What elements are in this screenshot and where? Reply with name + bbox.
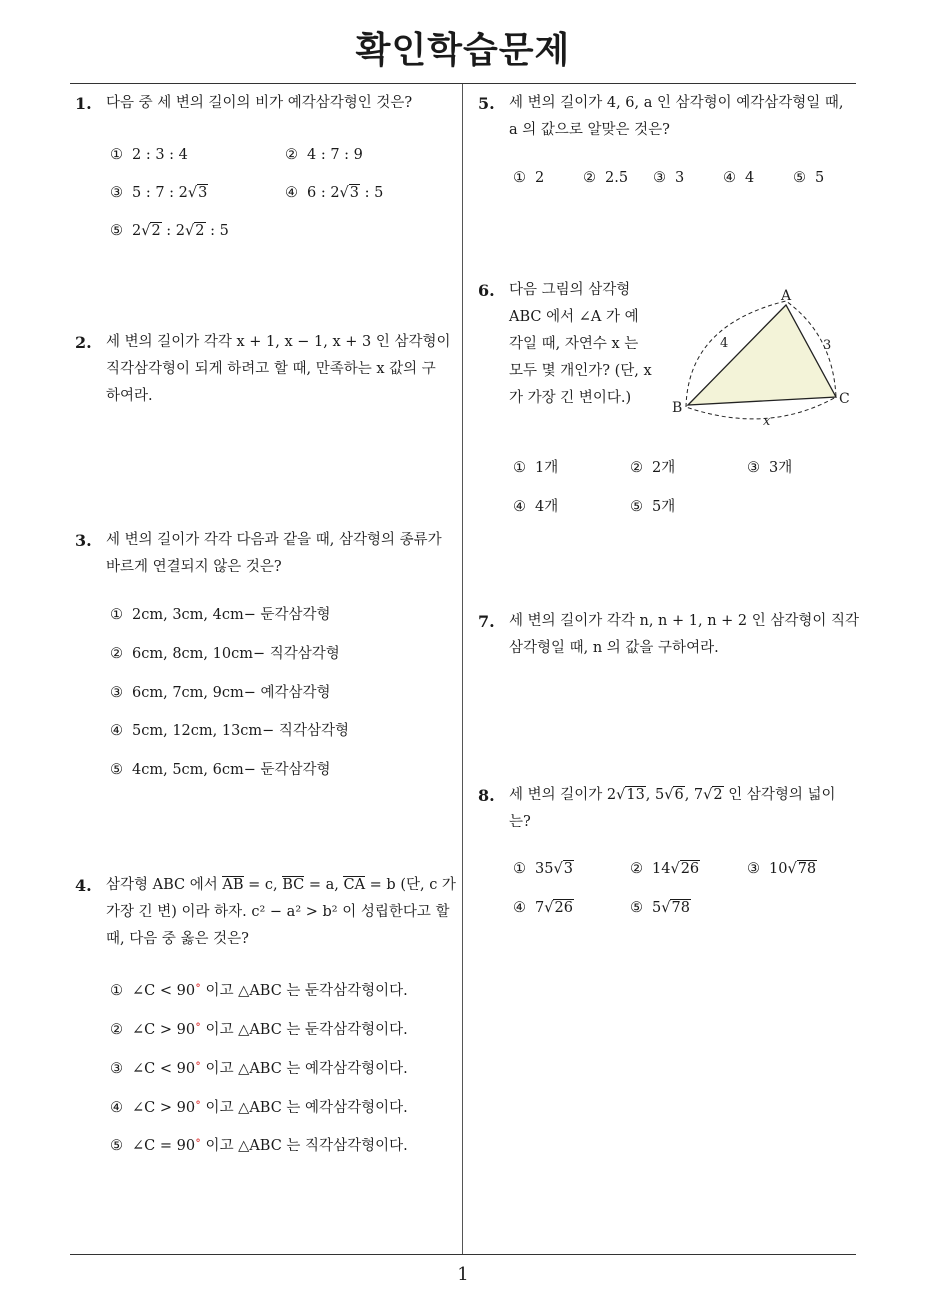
choice-5[interactable]: ⑤ 5 xyxy=(793,170,825,186)
choice-3[interactable]: ③ 3개 xyxy=(747,460,793,476)
choice-2[interactable]: ② 4 : 7 : 9 xyxy=(285,147,363,163)
choice-3[interactable]: ③ 10√78 xyxy=(747,861,817,877)
question-8 xyxy=(478,782,863,922)
question-6 xyxy=(478,277,863,527)
choice-4[interactable]: ④ ∠C > 90∘ 이고 △ABC 는 예각삼각형이다. xyxy=(110,1095,408,1116)
side-label-ab: 4 xyxy=(720,336,729,351)
top-rule xyxy=(70,83,856,84)
question-text-line: 하여라. xyxy=(106,388,153,404)
question-text-line: 때, 다음 중 옳은 것은? xyxy=(106,931,249,947)
choice-5[interactable]: ⑤ 4cm, 5cm, 6cm− 둔각삼각형 xyxy=(110,762,331,778)
choice-4[interactable]: ④ 4 xyxy=(723,170,755,186)
question-2 xyxy=(75,329,460,419)
side-label-ac: 3 xyxy=(823,338,832,353)
question-text-line: 바르게 연결되지 않은 것은? xyxy=(106,559,282,575)
choice-1[interactable]: ① 2cm, 3cm, 4cm− 둔각삼각형 xyxy=(110,607,331,623)
choice-5[interactable]: ⑤ 5개 xyxy=(630,499,676,515)
degree-symbol: ∘ xyxy=(195,1017,201,1031)
choice-2[interactable]: ② 2.5 xyxy=(583,170,629,186)
choice-2[interactable]: ② 14√26 xyxy=(630,861,700,877)
degree-symbol: ∘ xyxy=(195,1133,201,1147)
question-number: 6. xyxy=(478,281,495,300)
degree-symbol: ∘ xyxy=(195,978,201,992)
question-text-line: 세 변의 길이가 4, 6, a 인 삼각형이 예각삼각형일 때, xyxy=(509,95,844,111)
question-text-line: 모두 몇 개인가? (단, x xyxy=(509,363,652,379)
triangle-abc xyxy=(688,305,836,405)
vertex-label-a: A xyxy=(781,288,792,304)
question-number: 2. xyxy=(75,333,92,352)
choice-4[interactable]: ④ 7√26 xyxy=(513,900,573,916)
question-number: 1. xyxy=(75,94,92,113)
question-text-line: 삼각형 ABC 에서 AB = c, BC = a, CA = b (단, c 가 xyxy=(106,877,456,893)
question-text-line: ABC 에서 ∠A 가 예 xyxy=(509,309,639,325)
page-title: 확인학습문제 xyxy=(355,30,571,71)
question-text-line: 는? xyxy=(509,814,531,830)
choice-3[interactable]: ③ 6cm, 7cm, 9cm− 예각삼각형 xyxy=(110,685,331,701)
degree-symbol: ∘ xyxy=(195,1095,201,1109)
question-3 xyxy=(75,527,460,787)
choice-5[interactable]: ⑤ 5√78 xyxy=(630,900,690,916)
choice-4[interactable]: ④ 6 : 2√3 : 5 xyxy=(285,185,384,201)
page-number: 1 xyxy=(457,1264,469,1285)
question-text-line: 다음 그림의 삼각형 xyxy=(509,282,631,298)
choice-1[interactable]: ① 35√3 xyxy=(513,861,573,877)
side-label-bc: x xyxy=(763,414,771,429)
triangle-figure xyxy=(668,285,858,435)
question-text-line: 세 변의 길이가 각각 x + 1, x − 1, x + 3 인 삼각형이 xyxy=(106,334,451,350)
choice-5[interactable]: ⑤ ∠C = 90∘ 이고 △ABC 는 직각삼각형이다. xyxy=(110,1133,408,1154)
choice-1[interactable]: ① ∠C < 90∘ 이고 △ABC 는 둔각삼각형이다. xyxy=(110,978,408,999)
choice-5[interactable]: ⑤ 2√2 : 2√2 : 5 xyxy=(110,223,229,239)
question-7 xyxy=(478,608,863,668)
column-divider xyxy=(462,84,463,1254)
vertex-label-b: B xyxy=(672,400,683,416)
question-1 xyxy=(75,90,460,250)
choice-3[interactable]: ③ ∠C < 90∘ 이고 △ABC 는 예각삼각형이다. xyxy=(110,1056,408,1077)
vertex-label-c: C xyxy=(839,391,850,407)
choice-3[interactable]: ③ 5 : 7 : 2√3 xyxy=(110,185,208,201)
degree-symbol: ∘ xyxy=(195,1056,201,1070)
question-number: 3. xyxy=(75,531,92,550)
choice-4[interactable]: ④ 4개 xyxy=(513,499,559,515)
question-text-line: 세 변의 길이가 각각 n, n + 1, n + 2 인 삼각형이 직각 xyxy=(509,613,860,629)
question-text-line: a 의 값으로 알맞은 것은? xyxy=(509,122,670,138)
question-text-line: 가 가장 긴 변이다.) xyxy=(509,390,632,406)
question-5 xyxy=(478,90,863,200)
question-number: 7. xyxy=(478,612,495,631)
question-number: 5. xyxy=(478,94,495,113)
question-number: 8. xyxy=(478,786,495,805)
question-text-line: 가장 긴 변) 이라 하자. c² − a² > b² 이 성립한다고 할 xyxy=(106,904,450,920)
question-text-line: 세 변의 길이가 각각 다음과 같을 때, 삼각형의 종류가 xyxy=(106,532,442,548)
question-text-line: 각일 때, 자연수 x 는 xyxy=(509,336,639,352)
choice-2[interactable]: ② ∠C > 90∘ 이고 △ABC 는 둔각삼각형이다. xyxy=(110,1017,408,1038)
choice-3[interactable]: ③ 3 xyxy=(653,170,685,186)
question-text-line: 직각삼각형이 되게 하려고 할 때, 만족하는 x 값의 구 xyxy=(106,361,436,377)
question-text-line: 삼각형일 때, n 의 값을 구하여라. xyxy=(509,640,719,656)
choice-1[interactable]: ① 2 : 3 : 4 xyxy=(110,147,188,163)
question-text: 다음 중 세 변의 길이의 비가 예각삼각형인 것은? xyxy=(106,95,413,111)
choice-2[interactable]: ② 2개 xyxy=(630,460,676,476)
choice-2[interactable]: ② 6cm, 8cm, 10cm− 직각삼각형 xyxy=(110,646,340,662)
question-number: 4. xyxy=(75,876,92,895)
choice-1[interactable]: ① 2 xyxy=(513,170,545,186)
choice-1[interactable]: ① 1개 xyxy=(513,460,559,476)
choice-4[interactable]: ④ 5cm, 12cm, 13cm− 직각삼각형 xyxy=(110,723,349,739)
bottom-rule xyxy=(70,1254,856,1255)
question-text-line: 세 변의 길이가 2√13, 5√6, 7√2 인 삼각형의 넓이 xyxy=(509,787,836,803)
question-4 xyxy=(75,872,460,1162)
